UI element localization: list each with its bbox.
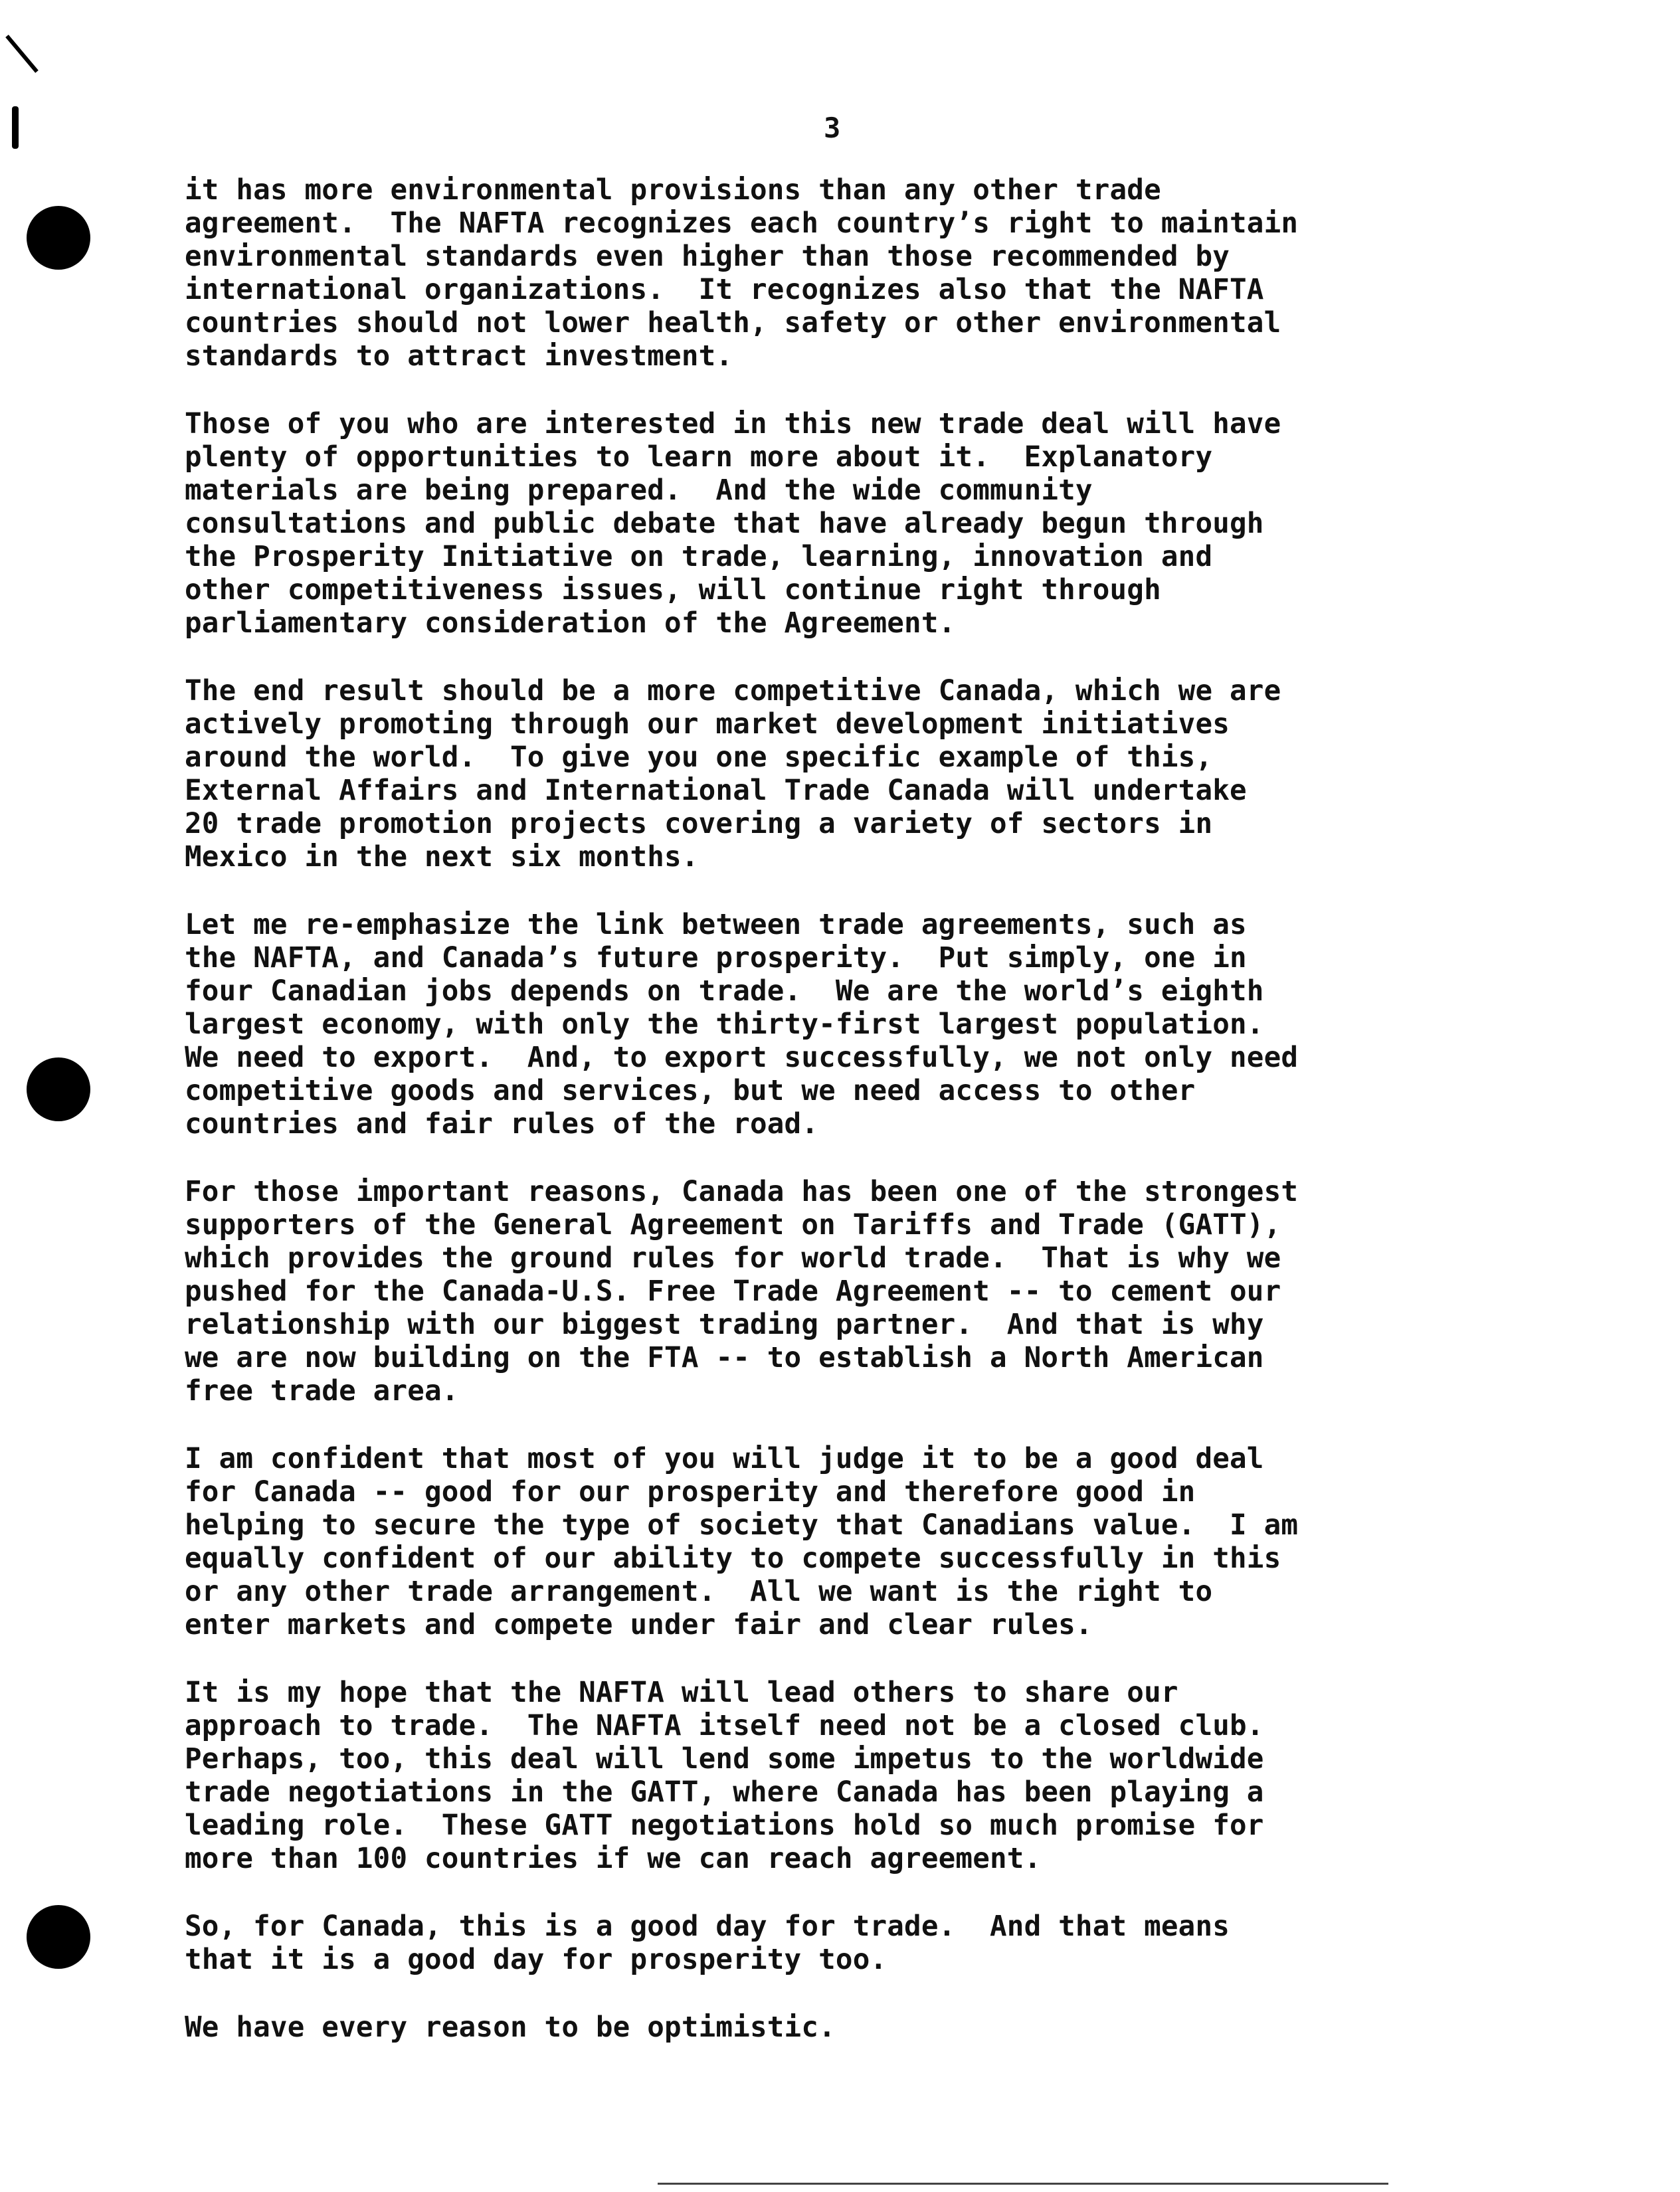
paragraph: It is my hope that the NAFTA will lead others to share our approach to trade. The NAFTA itself need not be a closed club. Perhaps, too, this deal will lend some impetus to the worldwide trade negotiations in the GATT, where Canada has been playing a leading role. These GATT negotiations hold so much promise for more than 100 countries if we can reach agreement. (185, 1677, 1264, 1875)
page-number: 3 (824, 112, 841, 144)
paragraph: Let me re-emphasize the link between trade agreements, such as the NAFTA, and Canada’s future prosperity. Put simply, one in four Canadian jobs depends on trade. We are the world’s eighth largest economy, with only the thirty-first largest population. We need to export. And, to export successfully, we not only need competitive goods and services, but we need access to other countries and fair rules of the road. (185, 909, 1299, 1141)
document-body (185, 174, 1553, 2079)
paragraph: I am confident that most of you will judge it to be a good deal for Canada -- good for our prosperity and therefore good in helping to secure the type of society that Canadians value. I am equally confident of our ability to compete successfully in this or any other trade arrangement. All we want is the right to enter markets and compete under fair and clear rules. (185, 1443, 1299, 1641)
paragraph: For those important reasons, Canada has been one of the strongest supporters of the General Agreement on Tariffs and Trade (GATT), which provides the ground rules for world trade. That is why we pushed for the Canada-U.S. Free Trade Agreement -- to cement our relationship with our biggest trading partner. And that is why we are now building on the FTA -- to establish a North American free trade area. (185, 1176, 1299, 1408)
paragraph: So, for Canada, this is a good day for trade. And that means that it is a good day for prosperity too. (185, 1910, 1230, 1976)
paragraph: The end result should be a more competitive Canada, which we are actively promoting through our market development initiatives around the world. To give you one specific example of this, External Affairs and International Trade Canada will undertake 20 trade promotion projects covering a variety of sectors in Mexico in the next six months. (185, 675, 1281, 873)
punch-hole (27, 1905, 90, 1969)
paragraph: We have every reason to be optimistic. (185, 2011, 836, 2044)
punch-hole (27, 206, 90, 270)
paragraph: Those of you who are interested in this new trade deal will have plenty of opportunities to learn more about it. Explanatory materials are being prepared. And the wide community consultations and public debate that have already begun through the Prosperity Initiative on trade, learning, innovation and other competitiveness issues, will continue right through parliamentary consideration of the Agreement. (185, 408, 1281, 640)
scan-mark (5, 35, 39, 72)
paragraph: it has more environmental provisions than any other trade agreement. The NAFTA recognizes each country’s right to maintain environmental standards even higher than those recommended by international organizations. It recognizes also that the NAFTA countries should not lower health, safety or other environmental standards to attract investment. (185, 174, 1299, 373)
bottom-rule (658, 2183, 1388, 2185)
scan-mark (12, 106, 19, 149)
punch-hole (27, 1057, 90, 1121)
